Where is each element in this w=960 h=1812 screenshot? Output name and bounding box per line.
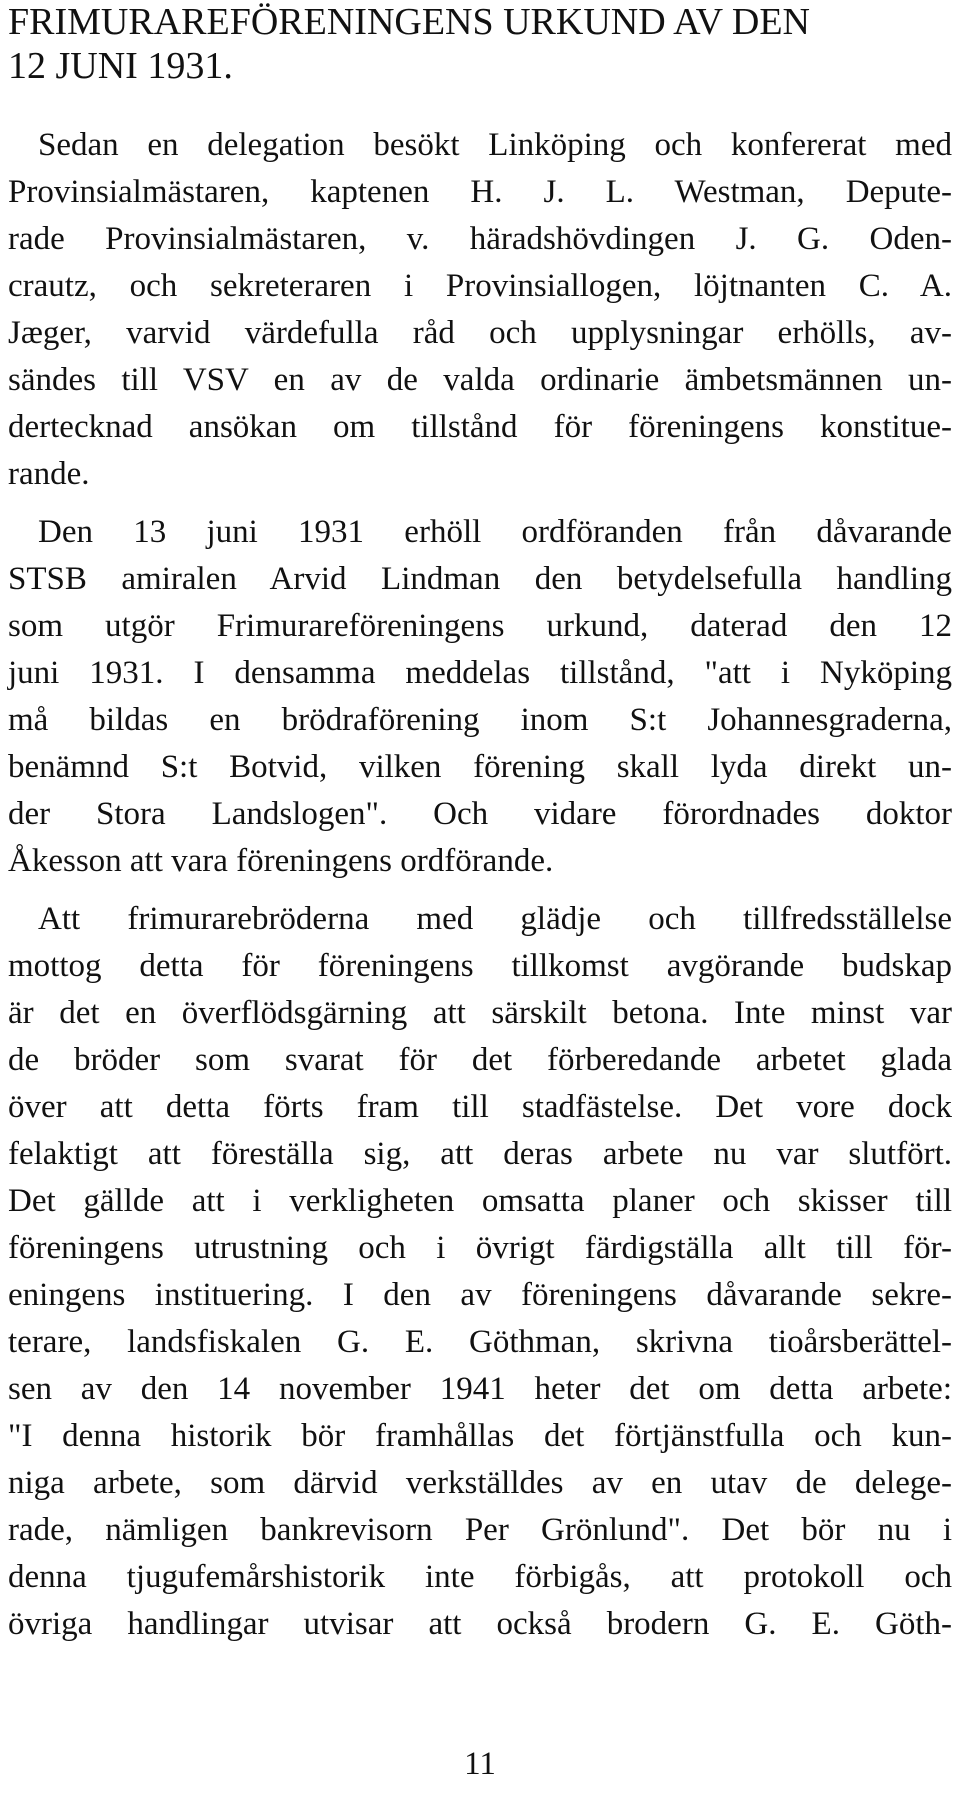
paragraph-gap bbox=[8, 885, 952, 896]
text-line: Provinsialmästaren, kaptenen H. J. L. Westman, Depute- bbox=[8, 174, 952, 210]
body-text bbox=[8, 122, 952, 1648]
text-line: eningens instituering. I den av föreningens dåvarande sekre- bbox=[8, 1277, 952, 1313]
text-line: sen av den 14 november 1941 heter det om detta arbete: bbox=[8, 1371, 952, 1407]
text-line: dertecknad ansökan om tillstånd för föreningens konstitue- bbox=[8, 409, 952, 445]
text-line: över att detta förts fram till stadfästelse. Det vore dock bbox=[8, 1089, 952, 1125]
paragraph-3 bbox=[8, 896, 952, 1648]
text-line: niga arbete, som därvid verkställdes av en utav de delege- bbox=[8, 1465, 952, 1501]
text-line: övriga handlingar utvisar att också brodern G. E. Göth- bbox=[8, 1606, 952, 1642]
text-line: sändes till VSV en av de valda ordinarie ämbetsmännen un- bbox=[8, 362, 952, 398]
text-line: rade Provinsialmästaren, v. häradshövdingen J. G. Oden- bbox=[8, 221, 952, 257]
text-line: rade, nämligen bankrevisorn Per Grönlund". Det bör nu i bbox=[8, 1512, 952, 1548]
text-line: Jæger, varvid värdefulla råd och upplysningar erhölls, av- bbox=[8, 315, 952, 351]
paragraph-2 bbox=[8, 509, 952, 885]
text-line: mottog detta för föreningens tillkomst avgörande budskap bbox=[8, 948, 952, 984]
heading-line-2: 12 JUNI 1931. bbox=[8, 45, 233, 87]
chapter-heading bbox=[8, 0, 938, 88]
text-line: denna tjugufemårshistorik inte förbigås, att protokoll och bbox=[8, 1559, 952, 1595]
text-line: crautz, och sekreteraren i Provinsiallogen, löjtnanten C. A. bbox=[8, 268, 952, 304]
text-line: föreningens utrustning och i övrigt färdigställa allt till för- bbox=[8, 1230, 952, 1266]
text-line: Att frimurarebröderna med glädje och tillfredsställelse bbox=[38, 901, 952, 937]
text-line: STSB amiralen Arvid Lindman den betydelsefulla handling bbox=[8, 561, 952, 597]
text-line: Det gällde att i verkligheten omsatta planer och skisser till bbox=[8, 1183, 952, 1219]
text-line: Sedan en delegation besökt Linköping och konfererat med bbox=[38, 127, 952, 163]
text-line: juni 1931. I densamma meddelas tillstånd, "att i Nyköping bbox=[8, 655, 952, 691]
text-line: Den 13 juni 1931 erhöll ordföranden från dåvarande bbox=[38, 514, 952, 550]
text-line: Åkesson att vara föreningens ordförande. bbox=[8, 843, 554, 879]
text-line: terare, landsfiskalen G. E. Göthman, skrivna tioårsberättel- bbox=[8, 1324, 952, 1360]
page-number: 11 bbox=[464, 1746, 496, 1782]
text-line: må bildas en brödraförening inom S:t Johannesgraderna, bbox=[8, 702, 952, 738]
text-line: som utgör Frimurareföreningens urkund, daterad den 12 bbox=[8, 608, 952, 644]
text-line: rande. bbox=[8, 456, 90, 492]
text-line: der Stora Landslogen". Och vidare förordnades doktor bbox=[8, 796, 952, 832]
text-line: "I denna historik bör framhållas det förtjänstfulla och kun- bbox=[8, 1418, 952, 1454]
heading-line-1: FRIMURAREFÖRENINGENS URKUND AV DEN bbox=[8, 1, 810, 43]
paragraph-1 bbox=[8, 122, 952, 498]
paragraph-gap bbox=[8, 498, 952, 509]
text-line: felaktigt att föreställa sig, att deras arbete nu var slutfört. bbox=[8, 1136, 952, 1172]
text-line: benämnd S:t Botvid, vilken förening skall lyda direkt un- bbox=[8, 749, 952, 785]
text-line: de bröder som svarat för det förberedande arbetet glada bbox=[8, 1042, 952, 1078]
text-line: är det en överflödsgärning att särskilt betona. Inte minst var bbox=[8, 995, 952, 1031]
